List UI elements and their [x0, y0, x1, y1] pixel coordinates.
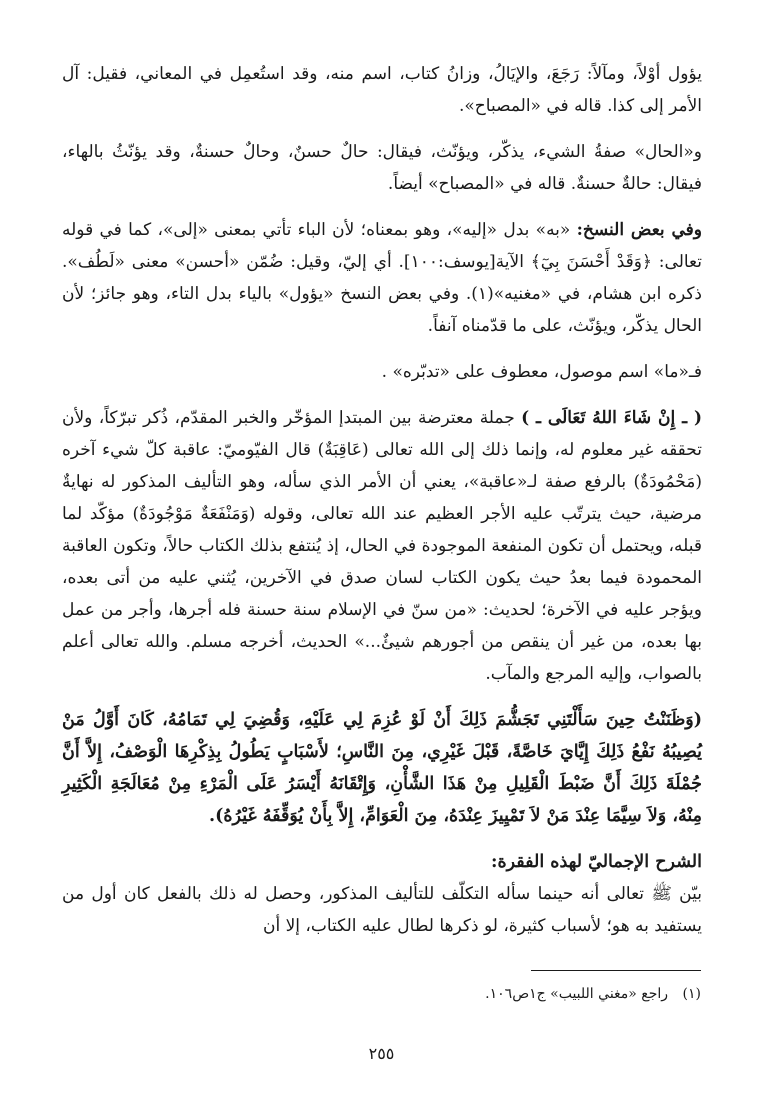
footnote-number: (١): [682, 986, 701, 1002]
paragraph-7: بيّن ﷺ تعالى أنه حينما سأله التكلّف للتأليف المذكور، وحصل له ذلك بالفعل كان أول من يستفيد به هو؛ لأسباب كثيرة، لو ذكرها لطال عليه الكتاب، إلا أن: [62, 884, 702, 936]
paragraph-3-text: «به» بدل «إليه»، وهو بمعناه؛ لأن الباء تأتي بمعنى «إلى»، كما في قوله تعالى: ﴿وَقَدْ أَحْسَنَ بِيٓ﴾ الآية[يوسف:١٠٠]. أي إليّ، وقيل: ضُمّن «أحسن» معنى «لَطُف». ذكره ابن هشام، في «مغنيه»(١). وفي بعض النسخ «يؤول» بالياء بدل التاء، وهو جائز؛ لأن الحال يذكّر، ويؤنّث، على ما قدّمناه آنفاً.: [62, 220, 702, 336]
matn-quote: (وَظَنَنْتُ حِينَ سَأَلْتَنِي تَجَشُّمَ ذَلِكَ أَنْ لَوْ عُزِمَ لِي عَلَيْهِ، وَقُضِيَ لِي تَمَامُهُ، كَانَ أَوَّلُ مَنْ يُصِيبُهُ نَفْعُ ذَلِكَ إِيَّايَ خَاصَّةً، قَبْلَ غَيْرِي، مِنَ النَّاسِ؛ لأَسْبَابٍ يَطُولُ بِذِكْرِهَا الْوَصْفُ، إِلاَّ أَنَّ جُمْلَةَ ذَلِكَ أَنَّ ضَبْطَ الْقَلِيلِ مِنْ هَذَا الشَّأْنِ، وَإِتْقَانَهُ أَيْسَرُ عَلَى الْمَرْءِ مِنْ مُعَالَجَةِ الْكَثِيرِ مِنْهُ، وَلاَ سِيَّمَا عِنْدَ مَنْ لاَ تَمْيِيزَ عِنْدَهُ، مِنَ الْعَوَامِّ، إِلاَّ بِأَنْ يُوَقِّفَهُ غَيْرُهُ).: [62, 710, 702, 826]
page-number: ٢٥٥: [368, 1044, 395, 1063]
paragraph-2: و«الحال» صفةُ الشيء، يذكّر، ويؤنّث، فيقال: حالٌ حسنٌ، وحالٌ حسنةٌ، وقد يؤنّثُ بالهاء، فيقال: حالةٌ حسنةٌ. قاله في «المصباح» أيضاً.: [62, 142, 702, 194]
page-body: [62, 58, 702, 956]
paragraph-1: يؤول أوْلاً، ومآلاً: رَجَعَ، والإيَالُ، وزانُ كتاب، اسم منه، وقد استُعمِل في المعاني، فقيل: آل الأمر إلى كذا. قاله في «المصباح».: [62, 64, 702, 116]
section-heading: الشرح الإجماليّ لهذه الفقرة:: [491, 852, 702, 872]
paragraph-5: [62, 402, 702, 690]
footnote-text: راجع «مغني اللبيب» ج١ص١٠٦.: [485, 986, 669, 1002]
footnote-divider: [531, 970, 701, 971]
paragraph-3-label: وفي بعض النسخ:: [576, 220, 702, 240]
paragraph-5-text: جملة معترضة بين المبتدإ المؤخّر والخبر المقدّم، ذُكر تبرّكاً، ولأن تحققه غير معلوم له، وإنما ذلك إلى الله تعالى (عَاقِبَةٌ) قال الفيّوميّ: عاقبة كلّ شيء آخره (مَحْمُودَةٌ) بالرفع صفة لـ«عاقبة»، يعني أن الأمر الذي سأله، وهو التأليف المذكور له نهايةٌ مرضية، حيث يترتّب عليه الأجر العظيم عند الله تعالى، وقوله (وَمَنْفَعَةٌ مَوْجُودَةٌ) مؤكّد لما قبله، ويحتمل أن تكون المنفعة الموجودة في الحال، إذ يُنتفع بذلك الكتاب حالاً، وتكون العاقبة المحمودة فيما بعدُ حيث يكون الكتاب لسان صدق في الآخرين، يُثني عليه من أتى بعده، ويؤجر عليه في الآخرة؛ لحديث: «من سنّ في الإسلام سنة حسنة فله أجرها، وأجر من عمل بها بعده، من غير أن ينقص من أجورهم شيئٌ...» الحديث، أخرجه مسلم. والله تعالى أعلم بالصواب، وإليه المرجع والمآب.: [62, 408, 702, 684]
paragraph-3: [62, 214, 702, 342]
paragraph-4: فـ«ما» اسم موصول، معطوف على «تدبّره» .: [381, 362, 702, 382]
paragraph-5-open: ( ـ إِنْ شَاءَ اللهُ تَعَالَى ـ ): [521, 408, 703, 428]
footnote: [61, 982, 701, 1006]
